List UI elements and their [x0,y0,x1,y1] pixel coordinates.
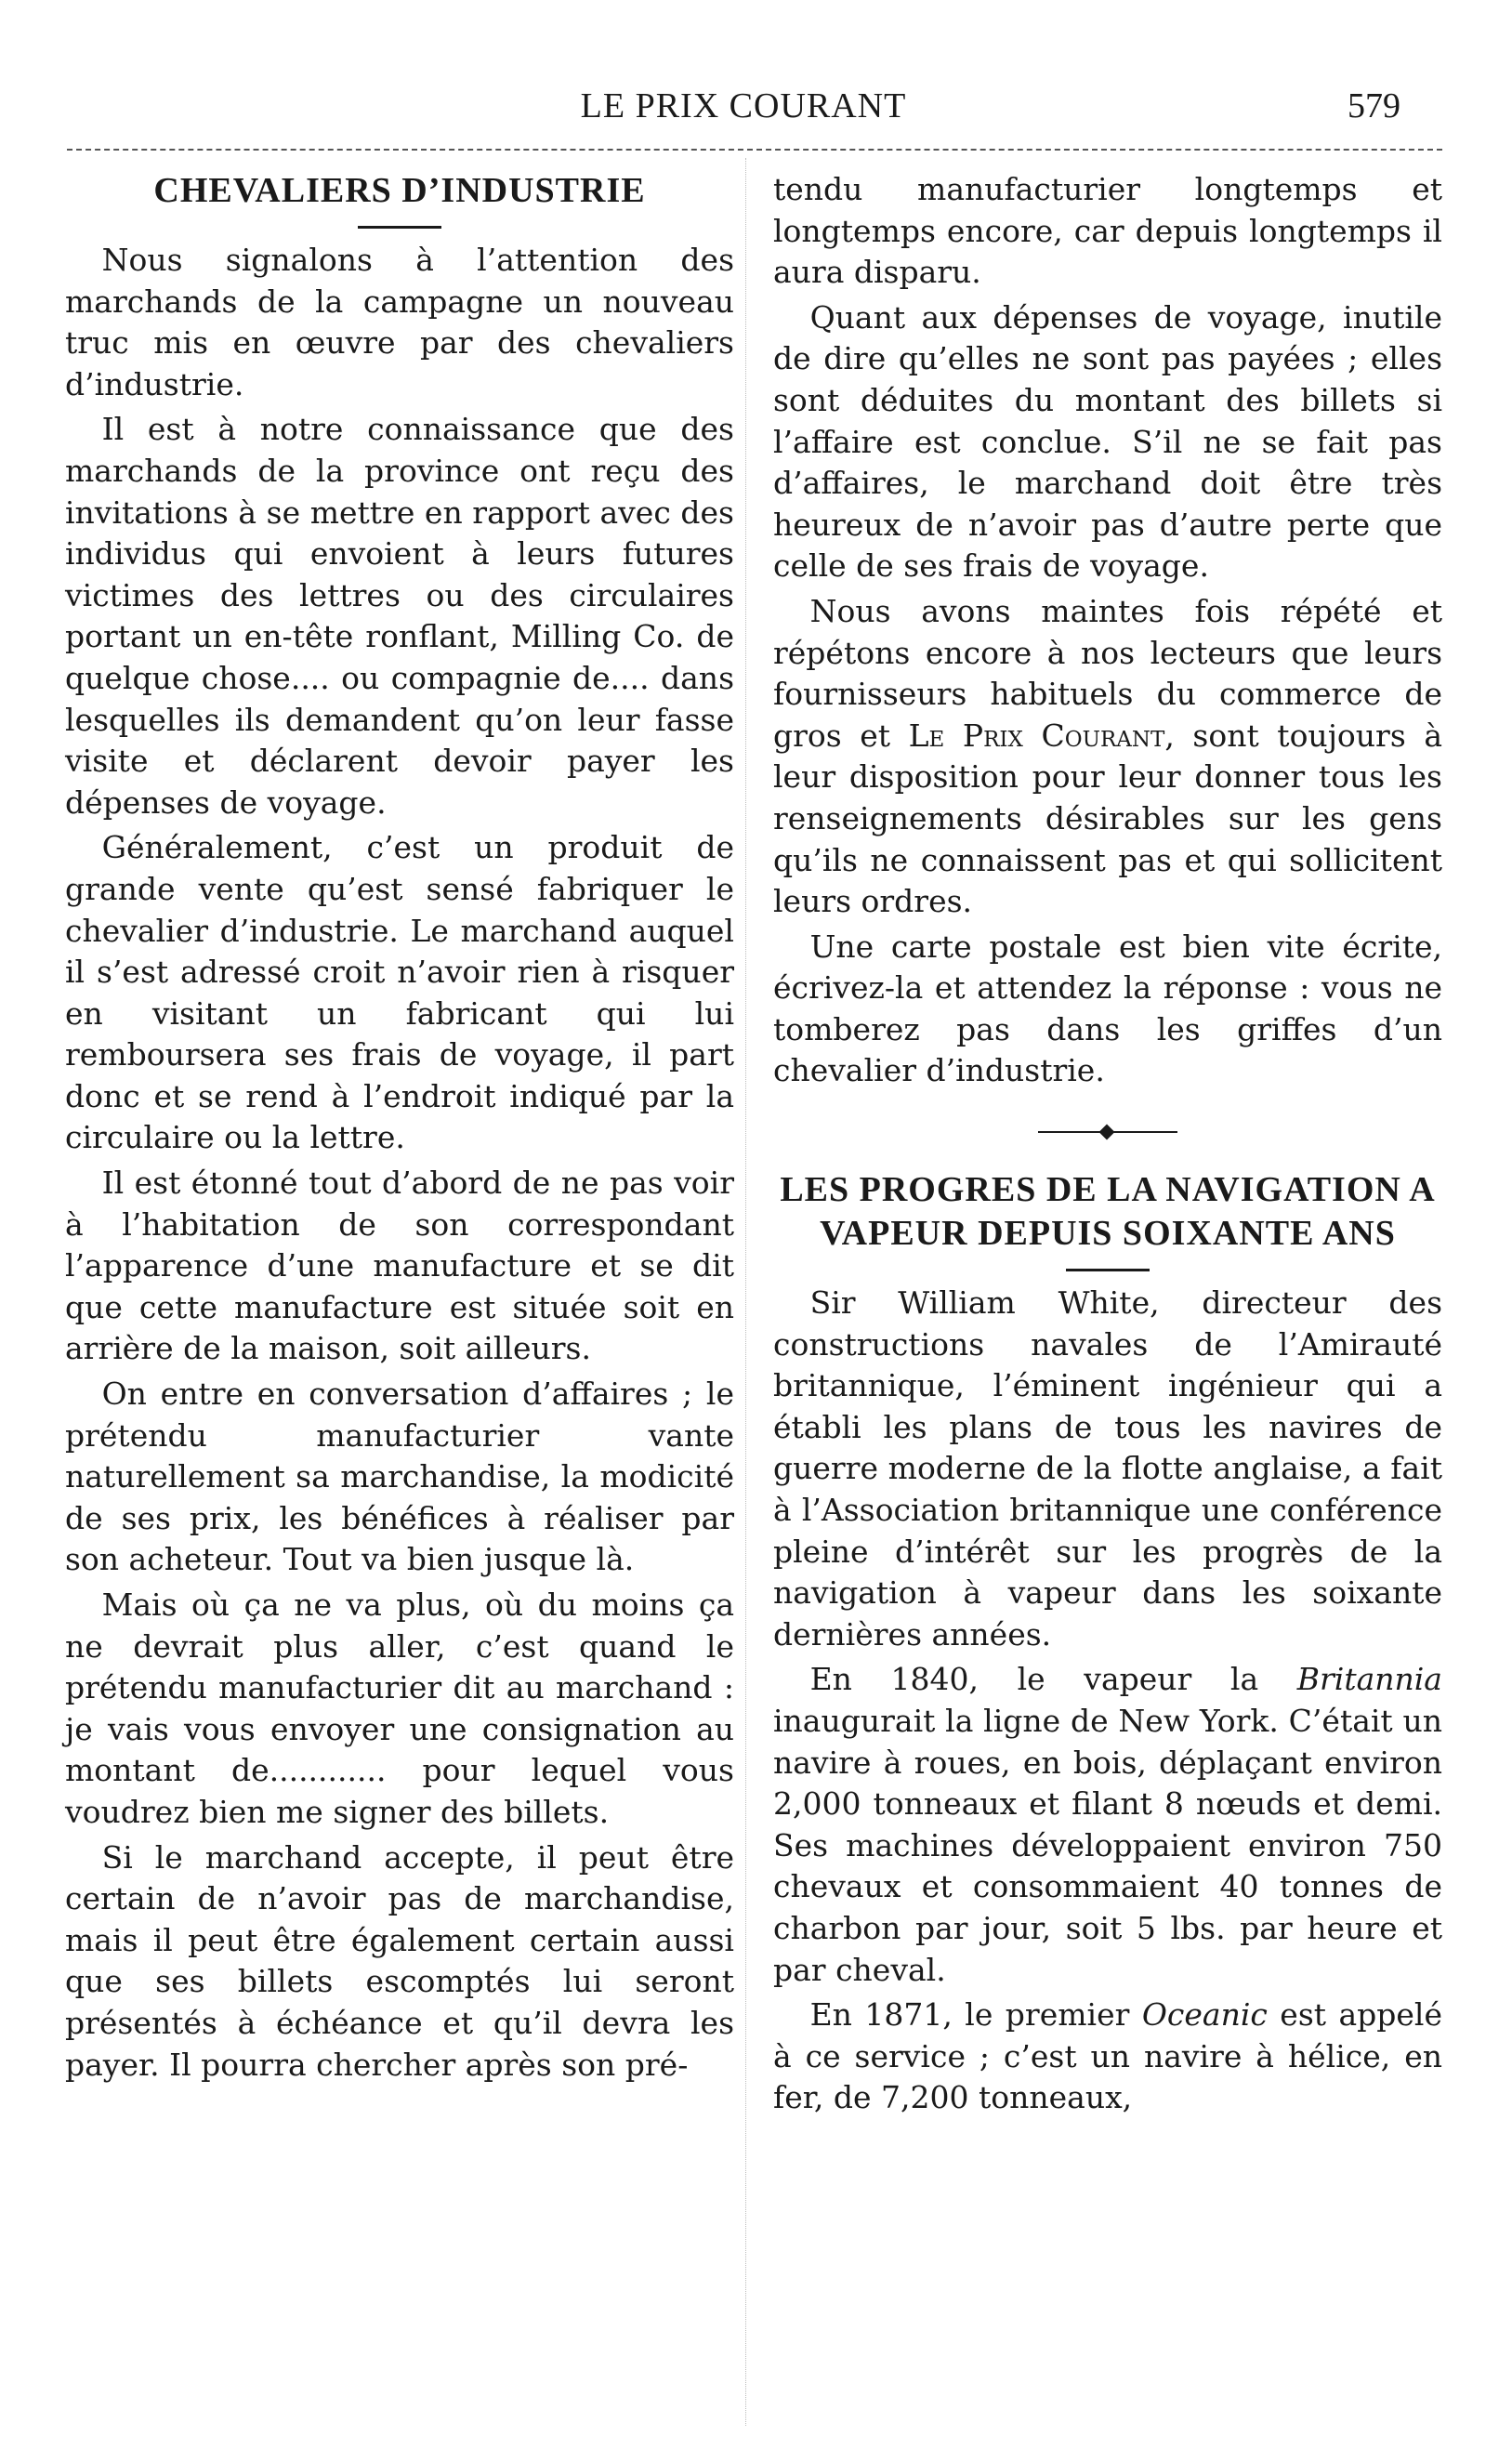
text-run: , sont toujours à leur disposition pour leur donner tous les renseignements désirables sur les gens qu’ils ne connaissent pas et qui sollicitent leurs ordres. [773,717,1442,920]
header-rule [67,149,1442,151]
paragraph-continuation: tendu manufacturier longtemps et longtemps encore, car depuis longtemps il aura disparu. [773,171,1442,291]
heading-rule [1066,1269,1150,1271]
text-run: inaugurait la ligne de New York. C’était un navire à roues, en bois, déplaçant environ 2,000 tonneaux et filant 8 nœuds et demi. Ses machines développaient environ 750 chevaux et consommaient 40 tonnes de charbon par jour, soit 5 lbs. par heure et par cheval. [773,1703,1442,1988]
publication-title: LE PRIX COURANT [580,86,907,125]
heading-rule [358,226,441,229]
paragraph: Mais où ça ne va plus, où du moins ça ne devrait plus aller, c’est quand le prétendu manufacturier dit au marchand : je vais vous envoyer une consignation au montant de............ pour lequel vous voudrez bien me signer des billets. [65,1587,734,1830]
publication-name: Le Prix Courant [908,717,1165,754]
section-ornament [1038,1116,1177,1148]
paragraph: Il est étonné tout d’abord de ne pas voir à l’habitation de son correspondant l’apparence d’une manufacture et se dit que cette manufacture est située soit en arrière de la maison, soit ailleurs. [65,1165,734,1367]
text-run: En 1840, le vapeur la [809,1661,1297,1698]
paragraph: Il est à notre connaissance que des marchands de la province ont reçu des invitations à se mettre en rapport avec des individus qui envoient à leurs futures victimes des lettres ou des circulaires portant un en-tête ronflant, Milling Co. de quelque chose.... ou compagnie de.... dans lesquelles ils demandent qu’on leur fasse visite et déclarent devoir payer les dépenses de voyage. [65,411,734,821]
right-column [773,169,1442,2123]
left-column [65,169,734,2089]
paragraph-prix-courant [773,591,1442,923]
paragraph: On entre en conversation d’affaires ; le prétendu manufacturier vante naturellement sa marchandise, la modicité de ses prix, les bénéfices à réaliser par son acheteur. Tout va bien jusque là. [65,1376,734,1578]
ship-name: Britannia [1296,1661,1442,1698]
text-run: Nous avons maintes fois répété et répétons encore à nos lecteurs que leurs fournisseurs habituels du commerce de gros et [773,592,1442,754]
paragraph-1871 [773,1995,1442,2119]
page-number: 579 [1348,86,1400,125]
ship-name: Oceanic [1141,1996,1268,2034]
paragraph: Sir William White, directeur des constructions navales de l’Amirauté britannique, l’éminent ingénieur qui a établi les plans de tous les navires de guerre moderne de la flotte anglaise, a fait à l’Association britannique une conférence pleine d’intérêt sur les progrès de la navigation à vapeur dans les soixante dernières années. [773,1284,1442,1652]
article-heading-navigation: LES PROGRES DE LA NAVIGATION A VAPEUR DEPUIS SOIXANTE ANS [780,1170,1436,1254]
paragraph: Une carte postale est bien vite écrite, écrivez-la et attendez la réponse : vous ne tomberez pas dans les griffes d’un chevalier d’industrie. [773,928,1442,1089]
text-run: est appelé à ce service ; c’est un navire à hélice, en fer, de 7,200 tonneaux, [773,1996,1442,2116]
paragraph: Quant aux dépenses de voyage, inutile de dire qu’elles ne sont pas payées ; elles sont déduites du montant des billets si l’affaire est conclue. S’il ne se fait pas d’affaires, le marchand doit être très heureux de n’avoir pas d’autre perte que celle de ses frais de voyage. [773,298,1442,585]
paragraph-1840 [773,1659,1442,1991]
paragraph: Nous signalons à l’attention des marchands de la campagne un nouveau truc mis en œuvre par des chevaliers d’industrie. [65,242,734,402]
running-header [0,86,1512,132]
text-run: En 1871, le premier [809,1996,1142,2034]
paragraph: Généralement, c’est un produit de grande vente qu’est sensé fabriquer le chevalier d’industrie. Le marchand auquel il s’est adressé croit n’avoir rien à risquer en visitant un fabricant qui lui remboursera ses frais de voyage, il part donc et se rend à l’endroit indiqué par la circulaire ou la lettre. [65,829,734,1156]
ornament-diamond [1099,1125,1115,1140]
column-divider [745,158,746,2426]
article-heading-chevaliers: CHEVALIERS D’INDUSTRIE [153,171,646,210]
paragraph: Si le marchand accepte, il peut être certain de n’avoir pas de marchandise, mais il peut être également certain aussi que ses billets escomptés lui seront présentés à échéance et qu’il devra les payer. Il pourra chercher après son pré- [65,1838,734,2083]
